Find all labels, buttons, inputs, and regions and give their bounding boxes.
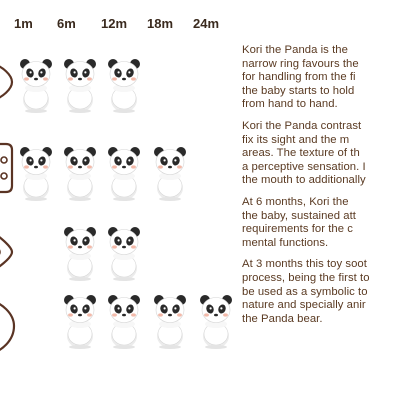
paragraph-line: Kori the Panda contrast: [242, 119, 362, 132]
age-label-24m: 24m: [193, 16, 220, 31]
paragraph-line: At 3 months this toy soot: [242, 258, 367, 271]
description-paragraph: [242, 120, 400, 188]
panda-toy-icon: [106, 292, 142, 350]
paragraph-line: mental functions.: [242, 236, 329, 249]
paragraph-line: from hand to hand.: [242, 98, 338, 111]
panda-toy-icon: [62, 224, 98, 282]
age-label-6m: 6m: [57, 16, 76, 31]
panda-toy-icon: [62, 56, 98, 114]
description-paragraph: [242, 258, 400, 326]
paragraph-line: requirements for the c: [242, 223, 353, 236]
panda-toy-icon: [198, 292, 234, 350]
description-paragraph: [242, 196, 400, 250]
description-paragraph: [242, 44, 400, 112]
age-label-12m: 12m: [101, 16, 128, 31]
panda-toy-icon: [106, 224, 142, 282]
paragraph-line: the mouth to additionally: [242, 174, 366, 187]
paragraph-line: Kori the Panda is the: [242, 44, 348, 56]
panda-toy-icon: [106, 144, 142, 202]
paragraph-line: the baby, sustained att: [242, 209, 356, 222]
age-label-18m: 18m: [147, 16, 174, 31]
age-label-1m: 1m: [14, 16, 33, 31]
paragraph-line: At 6 months, Kori the: [242, 195, 349, 208]
paragraph-line: the Panda bear.: [242, 312, 323, 325]
panda-toy-icon: [18, 144, 54, 202]
panda-toy-icon: [106, 56, 142, 114]
paragraph-line: process, being the first to: [242, 271, 370, 284]
panda-toy-icon: [152, 144, 188, 202]
panda-toy-icon: [152, 292, 188, 350]
paragraph-line: for handling from the fi: [242, 71, 356, 84]
description-text: [242, 44, 400, 334]
paragraph-line: the baby starts to hold: [242, 84, 355, 97]
panda-toy-icon: [18, 56, 54, 114]
paragraph-line: be used as a symbolic to: [242, 285, 368, 298]
paragraph-line: fix its sight and the m: [242, 133, 350, 146]
paragraph-line: areas. The texture of th: [242, 147, 360, 160]
paragraph-line: nature and specially anir: [242, 299, 366, 312]
panda-toy-icon: [62, 144, 98, 202]
panda-toy-icon: [62, 292, 98, 350]
paragraph-line: narrow ring favours the: [242, 57, 359, 70]
paragraph-line: a perceptive sensation. I: [242, 160, 366, 173]
